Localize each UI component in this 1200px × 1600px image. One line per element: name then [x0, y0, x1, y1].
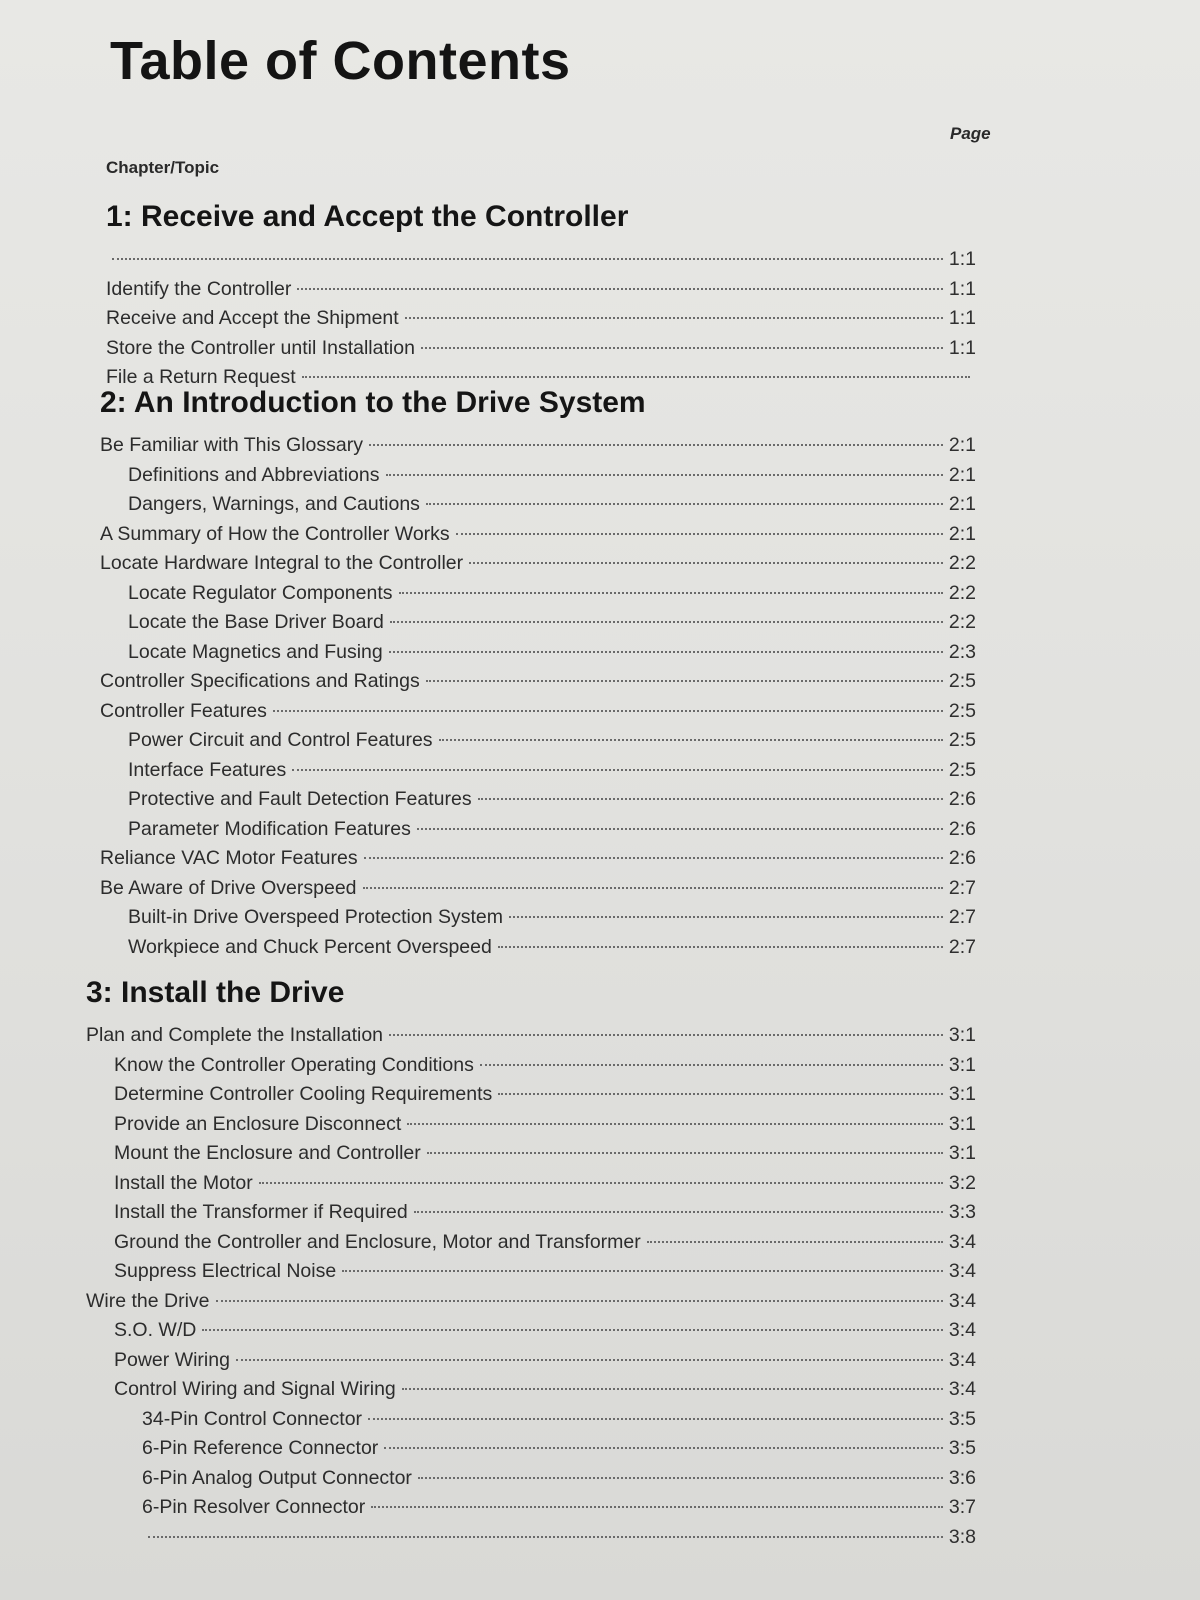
- entry-label: Controller Features: [100, 699, 267, 722]
- toc-entry[interactable]: [114, 1319, 976, 1349]
- entry-page: 2:1: [948, 463, 976, 486]
- dot-leader: [498, 1093, 943, 1095]
- entry-label: Store the Controller until Installation: [106, 336, 415, 359]
- dot-leader: [407, 1123, 943, 1125]
- chapter-topic-header: Chapter/Topic: [106, 158, 220, 177]
- toc-entry[interactable]: [128, 729, 976, 759]
- entry-label: Locate Hardware Integral to the Controller: [100, 552, 464, 574]
- toc-entry[interactable]: [128, 936, 976, 966]
- chapter-entries: [100, 434, 976, 965]
- toc-entry[interactable]: [114, 1349, 976, 1379]
- dot-leader: [478, 798, 943, 800]
- entry-page: 2:7: [948, 906, 976, 928]
- toc-entry[interactable]: [128, 493, 976, 523]
- toc-entry[interactable]: [86, 1024, 976, 1054]
- dot-leader: [297, 288, 943, 290]
- dot-leader: [417, 828, 943, 830]
- dot-leader: [236, 1359, 943, 1361]
- entry-label: File a Return Request: [106, 366, 296, 388]
- entry-label: A Summary of How the Controller Works: [100, 522, 450, 545]
- entry-label: Workpiece and Chuck Percent Overspeed: [128, 935, 492, 958]
- entry-page: 3:1: [948, 1053, 976, 1076]
- entry-label: Receive and Accept the Shipment: [106, 307, 399, 329]
- dot-leader: [386, 474, 943, 476]
- entry-page: 2:5: [948, 729, 976, 751]
- entry-label: Be Aware of Drive Overspeed: [100, 876, 357, 899]
- entry-label: Definitions and Abbreviations: [128, 463, 380, 486]
- dot-leader: [414, 1211, 943, 1213]
- page-title: Table of Contents: [110, 31, 571, 91]
- entry-label: Power Wiring: [114, 1348, 230, 1371]
- entry-label: Identify the Controller: [106, 277, 292, 300]
- dot-leader: [399, 592, 943, 594]
- entry-page: 3:4: [948, 1230, 976, 1253]
- dot-leader: [273, 710, 943, 712]
- entry-page: 2:5: [948, 758, 976, 781]
- toc-entry[interactable]: [106, 278, 976, 308]
- toc-entry[interactable]: [106, 307, 976, 337]
- entry-page: 1:1: [948, 307, 976, 329]
- entry-label: Protective and Fault Detection Features: [128, 788, 472, 810]
- dot-leader: [426, 503, 943, 505]
- dot-leader: [369, 444, 943, 446]
- toc-entry[interactable]: [142, 1467, 976, 1497]
- dot-leader: [389, 651, 943, 653]
- entry-page: 1:1: [948, 336, 976, 359]
- entry-label: Determine Controller Cooling Requirements: [114, 1083, 493, 1105]
- dot-leader: [421, 347, 943, 349]
- toc-entry[interactable]: [128, 641, 976, 671]
- page-column-header: Page: [950, 124, 991, 143]
- entry-label: S.O. W/D: [114, 1319, 197, 1341]
- dot-leader: [498, 946, 943, 948]
- entry-page: 2:6: [948, 788, 976, 810]
- chapter-title: 3: Install the Drive: [86, 976, 345, 1009]
- toc-entry[interactable]: [100, 552, 976, 582]
- entry-page: 2:2: [948, 552, 976, 574]
- toc-entry[interactable]: [114, 1172, 976, 1202]
- entry-label: Locate the Base Driver Board: [128, 611, 384, 633]
- entry-label: 6-Pin Analog Output Connector: [142, 1466, 412, 1489]
- dot-leader: [426, 680, 943, 682]
- chapter-2: [0, 386, 1200, 965]
- dot-leader: [405, 317, 943, 319]
- toc-entry[interactable]: [100, 670, 976, 700]
- entry-page: 2:1: [948, 493, 976, 515]
- entry-label: Dangers, Warnings, and Cautions: [128, 493, 420, 515]
- entry-label: Be Familiar with This Glossary: [100, 434, 363, 456]
- entry-page: 3:5: [948, 1407, 976, 1430]
- entry-page: 3:1: [948, 1083, 976, 1105]
- chapter-title: 2: An Introduction to the Drive System: [100, 386, 646, 419]
- entry-page: 3:8: [948, 1525, 976, 1548]
- chapter-entries: [106, 248, 976, 396]
- toc-entry[interactable]: [100, 847, 976, 877]
- entry-page: 2:7: [948, 935, 976, 958]
- toc-entry[interactable]: [142, 1496, 976, 1526]
- entry-page: 2:5: [948, 670, 976, 692]
- entry-page: 3:4: [948, 1260, 976, 1282]
- entry-label: Install the Transformer if Required: [114, 1201, 408, 1223]
- dot-leader: [371, 1506, 943, 1508]
- entry-label: Locate Regulator Components: [128, 581, 393, 604]
- dot-leader: [292, 769, 943, 771]
- toc-entry[interactable]: [114, 1083, 976, 1113]
- dot-leader: [112, 258, 943, 260]
- toc-entry[interactable]: [100, 434, 976, 464]
- dot-leader: [302, 376, 970, 378]
- toc-entry[interactable]: [100, 877, 976, 907]
- dot-leader: [402, 1388, 943, 1390]
- toc-entry[interactable]: [128, 464, 976, 494]
- dot-leader: [469, 562, 943, 564]
- entry-page: 1:1: [948, 248, 976, 270]
- toc-entry[interactable]: [114, 1378, 976, 1408]
- entry-label: Provide an Enclosure Disconnect: [114, 1112, 402, 1135]
- dot-leader: [216, 1300, 943, 1302]
- entry-page: 3:6: [948, 1466, 976, 1489]
- entry-label: Control Wiring and Signal Wiring: [114, 1378, 396, 1400]
- toc-entry[interactable]: [114, 1231, 976, 1261]
- dot-leader: [427, 1152, 943, 1154]
- entry-page: 3:2: [948, 1171, 976, 1194]
- entry-page: 3:1: [948, 1142, 976, 1164]
- entry-label: Built-in Drive Overspeed Protection System: [128, 906, 503, 928]
- entry-page: 2:2: [948, 581, 976, 604]
- dot-leader: [259, 1182, 943, 1184]
- chapter-1: [0, 200, 1200, 396]
- toc-entry[interactable]: [128, 611, 976, 641]
- toc-entry[interactable]: [128, 759, 976, 789]
- entry-page: 3:3: [948, 1201, 976, 1223]
- toc-entry[interactable]: [142, 1408, 976, 1438]
- entry-label: 6-Pin Resolver Connector: [142, 1496, 366, 1518]
- dot-leader: [368, 1418, 943, 1420]
- entry-page: 2:6: [948, 847, 976, 869]
- entry-label: Parameter Modification Features: [128, 817, 411, 840]
- dot-leader: [363, 887, 943, 889]
- entry-page: 3:5: [948, 1437, 976, 1459]
- entry-page: 2:7: [948, 876, 976, 899]
- entry-page: 2:5: [948, 699, 976, 722]
- entry-page: 2:1: [948, 434, 976, 456]
- entry-page: 2:2: [948, 611, 976, 633]
- entry-page: 3:4: [948, 1348, 976, 1371]
- entry-label: Ground the Controller and Enclosure, Motor and Transformer: [114, 1230, 641, 1253]
- entry-page: 2:3: [948, 640, 976, 663]
- toc-entry[interactable]: [106, 337, 976, 367]
- entry-page: 3:7: [948, 1496, 976, 1518]
- toc-entry[interactable]: [86, 1290, 976, 1320]
- dot-leader: [364, 857, 943, 859]
- toc-entry[interactable]: [142, 1437, 976, 1467]
- toc-entry[interactable]: [128, 582, 976, 612]
- toc-entry[interactable]: [114, 1113, 976, 1143]
- chapter-entries: [86, 1024, 976, 1555]
- entry-label: Plan and Complete the Installation: [86, 1024, 384, 1046]
- entry-label: Mount the Enclosure and Controller: [114, 1142, 421, 1164]
- entry-label: Know the Controller Operating Conditions: [114, 1053, 474, 1076]
- entry-label: Wire the Drive: [86, 1289, 210, 1312]
- entry-label: Interface Features: [128, 758, 287, 781]
- toc-entry[interactable]: [128, 818, 976, 848]
- dot-leader: [509, 916, 943, 918]
- entry-page: 1:1: [948, 277, 976, 300]
- dot-leader: [390, 621, 943, 623]
- entry-label: Install the Motor: [114, 1171, 253, 1194]
- dot-leader: [342, 1270, 943, 1272]
- entry-label: Power Circuit and Control Features: [128, 729, 433, 751]
- toc-entry[interactable]: [114, 1201, 976, 1231]
- toc-entry[interactable]: [128, 906, 976, 936]
- dot-leader: [389, 1034, 943, 1036]
- toc-entry[interactable]: [100, 523, 976, 553]
- entry-label: Suppress Electrical Noise: [114, 1260, 337, 1282]
- entry-label: Controller Specifications and Ratings: [100, 670, 420, 692]
- dot-leader: [148, 1536, 943, 1538]
- dot-leader: [439, 739, 943, 741]
- entry-page: 2:6: [948, 817, 976, 840]
- toc-entry[interactable]: [114, 1142, 976, 1172]
- toc-entry[interactable]: [128, 788, 976, 818]
- entry-page: 3:4: [948, 1378, 976, 1400]
- toc-entry[interactable]: [106, 248, 976, 278]
- dot-leader: [456, 533, 943, 535]
- entry-page: 3:4: [948, 1289, 976, 1312]
- toc-entry[interactable]: [114, 1054, 976, 1084]
- entry-page: 3:1: [948, 1024, 976, 1046]
- dot-leader: [418, 1477, 943, 1479]
- toc-entry[interactable]: [142, 1526, 976, 1556]
- toc-entry[interactable]: [100, 700, 976, 730]
- entry-label: Reliance VAC Motor Features: [100, 847, 358, 869]
- entry-page: 2:1: [948, 522, 976, 545]
- dot-leader: [384, 1447, 943, 1449]
- entry-label: Locate Magnetics and Fusing: [128, 640, 383, 663]
- entry-page: 3:4: [948, 1319, 976, 1341]
- entry-label: 34-Pin Control Connector: [142, 1407, 363, 1430]
- chapter-3: [0, 976, 1200, 1555]
- entry-label: 6-Pin Reference Connector: [142, 1437, 379, 1459]
- dot-leader: [480, 1064, 943, 1066]
- entry-page: 3:1: [948, 1112, 976, 1135]
- toc-entry[interactable]: [114, 1260, 976, 1290]
- chapter-title: 1: Receive and Accept the Controller: [106, 200, 629, 233]
- dot-leader: [647, 1241, 943, 1243]
- dot-leader: [202, 1329, 943, 1331]
